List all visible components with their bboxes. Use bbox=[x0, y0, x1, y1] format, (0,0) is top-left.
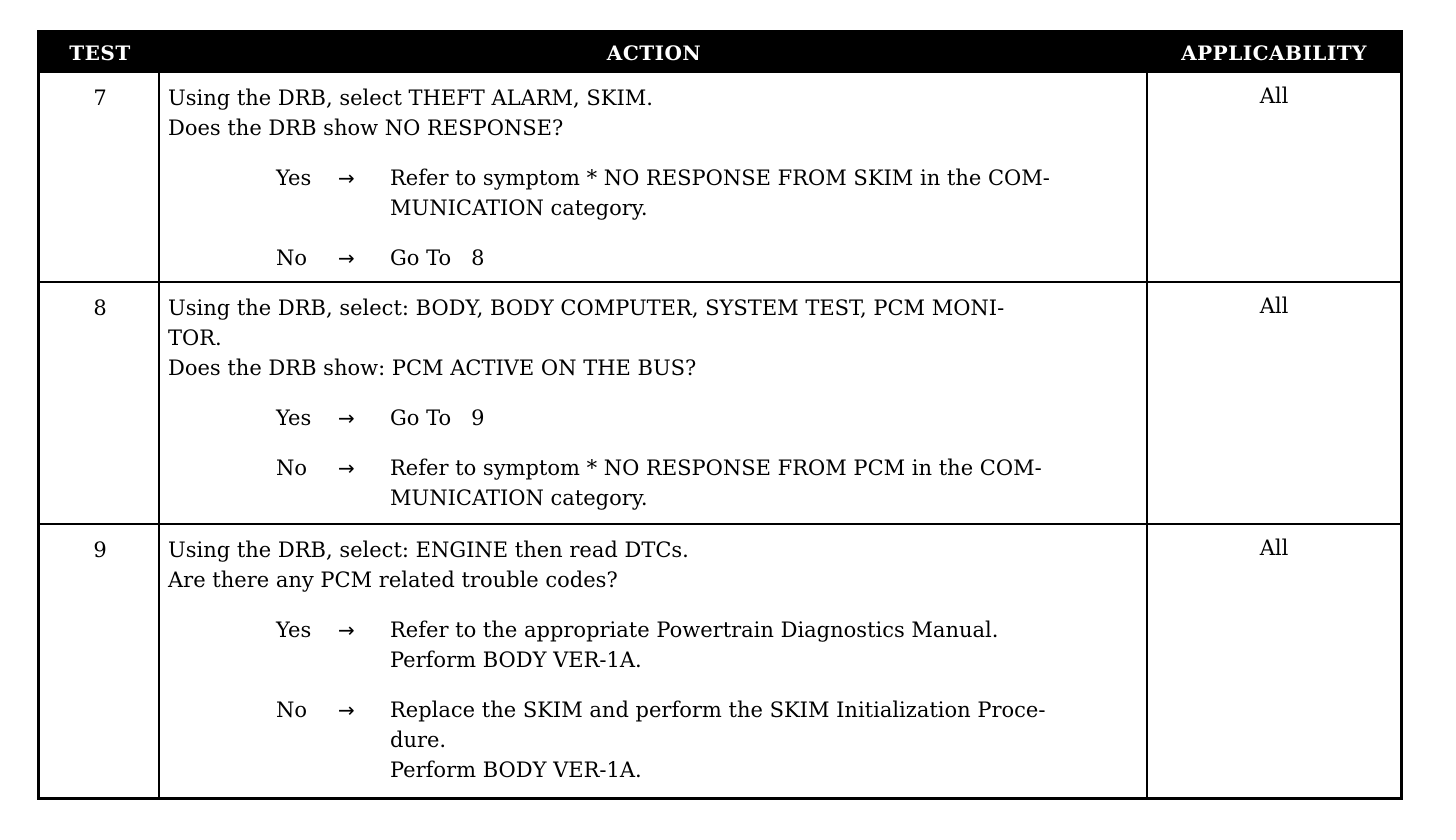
table-header bbox=[40, 33, 1400, 73]
action-question: Are there any PCM related trouble codes? bbox=[168, 568, 618, 592]
no-text: MUNICATION category. bbox=[390, 486, 648, 510]
no-text: Refer to symptom * NO RESPONSE FROM PCM in the COM- bbox=[390, 456, 1042, 480]
header-applicability: APPLICABILITY bbox=[1181, 41, 1367, 65]
arrow-right-icon: → bbox=[338, 618, 355, 642]
header-test: TEST bbox=[69, 41, 131, 65]
arrow-right-icon: → bbox=[338, 406, 355, 430]
yes-text: Go To 9 bbox=[390, 406, 485, 430]
action-cell bbox=[168, 525, 1136, 785]
yes-text: Refer to symptom * NO RESPONSE FROM SKIM in the COM- bbox=[390, 166, 1050, 190]
yes-text: MUNICATION category. bbox=[390, 196, 648, 220]
action-cell bbox=[168, 73, 1136, 273]
action-question: Using the DRB, select THEFT ALARM, SKIM. bbox=[168, 86, 653, 110]
arrow-right-icon: → bbox=[338, 246, 355, 270]
yes-option bbox=[168, 403, 1136, 433]
no-text: dure. bbox=[390, 728, 447, 752]
applicability-value: All bbox=[1259, 294, 1289, 318]
test-number: 8 bbox=[93, 296, 107, 320]
action-question: Does the DRB show: PCM ACTIVE ON THE BUS? bbox=[168, 356, 697, 380]
table-row-test-9 bbox=[40, 525, 1400, 797]
header-action: ACTION bbox=[606, 41, 702, 65]
yes-option bbox=[168, 163, 1136, 223]
action-cell bbox=[168, 283, 1136, 513]
yes-label: Yes bbox=[276, 406, 312, 430]
applicability-value: All bbox=[1259, 84, 1289, 108]
arrow-right-icon: → bbox=[338, 166, 355, 190]
no-option bbox=[168, 695, 1136, 785]
arrow-right-icon: → bbox=[338, 456, 355, 480]
column-divider bbox=[1146, 73, 1148, 797]
yes-label: Yes bbox=[276, 618, 312, 642]
no-option bbox=[168, 243, 1136, 273]
no-label: No bbox=[276, 456, 308, 480]
yes-text: Refer to the appropriate Powertrain Diagnostics Manual. bbox=[390, 618, 999, 642]
no-label: No bbox=[276, 246, 308, 270]
yes-text: Perform BODY VER-1A. bbox=[390, 648, 642, 672]
no-label: No bbox=[276, 698, 308, 722]
no-text: Replace the SKIM and perform the SKIM Initialization Proce- bbox=[390, 698, 1046, 722]
action-question: Does the DRB show NO RESPONSE? bbox=[168, 116, 564, 140]
action-question: Using the DRB, select: BODY, BODY COMPUTER, SYSTEM TEST, PCM MONI- bbox=[168, 296, 1005, 320]
test-number: 7 bbox=[93, 86, 107, 110]
no-option bbox=[168, 453, 1136, 513]
arrow-right-icon: → bbox=[338, 698, 355, 722]
action-question: Using the DRB, select: ENGINE then read DTCs. bbox=[168, 538, 689, 562]
no-text: Perform BODY VER-1A. bbox=[390, 758, 642, 782]
yes-label: Yes bbox=[276, 166, 312, 190]
column-divider bbox=[158, 73, 160, 797]
test-number: 9 bbox=[93, 538, 107, 562]
no-text: Go To 8 bbox=[390, 246, 485, 270]
diagnostic-test-table bbox=[37, 30, 1403, 800]
table-row-test-8 bbox=[40, 283, 1400, 525]
table-row-test-7 bbox=[40, 73, 1400, 283]
action-question: TOR. bbox=[168, 326, 222, 350]
yes-option bbox=[168, 615, 1136, 675]
applicability-value: All bbox=[1259, 536, 1289, 560]
